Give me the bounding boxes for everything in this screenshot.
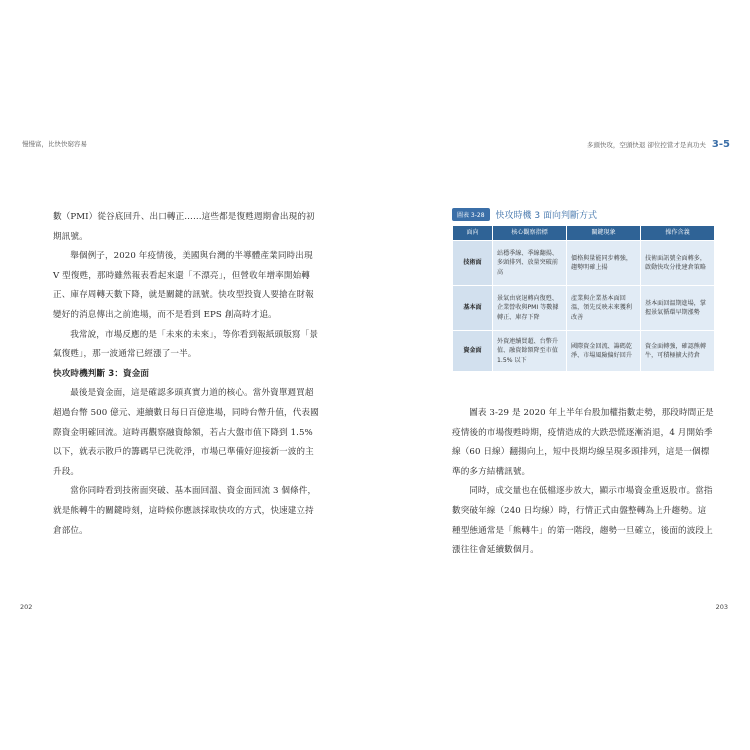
table-cell: 站穩季線、季線翻揚、多頭排列、放量突破前高 <box>493 241 567 286</box>
section-subheading: 快攻時機判斷 3：資金面 <box>53 368 150 379</box>
row-aspect: 資金面 <box>453 331 493 372</box>
table-cell: 產業與企業基本面回溫，領先反映未來獲利改善 <box>567 286 641 331</box>
table-cell: 技術面訊號全面轉多，啟動快攻分批建倉策略 <box>641 241 715 286</box>
chapter-number: 3-5 <box>711 139 730 150</box>
column-header: 面向 <box>453 226 493 241</box>
table-row <box>453 331 715 372</box>
left-paragraph-3: 我常說，市場反應的是「未來的未來」，等你看到報紙頭版寫「景氣復甦」，那一波通常已經漲了一半。 <box>53 329 319 360</box>
table-cell: 外資連續買超、台幣升值、融資餘額降至市值 1.5% 以下 <box>493 331 567 372</box>
column-header: 操作含義 <box>641 226 715 241</box>
running-header-right <box>587 139 730 150</box>
left-paragraph-5: 當你同時看到技術面突破、基本面回溫、資金面回流 3 個條件，就是熊轉牛的關鍵時刻，這時候你應該採取快攻的方式，快速建立持倉部位。 <box>53 486 317 536</box>
table-header-row <box>453 226 715 241</box>
table-title: 快攻時機 3 面向判斷方式 <box>495 211 597 221</box>
table-cell: 景氣由衰退轉向復甦、企業營收與PMI 等數據轉正、庫存下降 <box>493 286 567 331</box>
right-paragraph-2: 同時，成交量也在低檔逐步放大，顯示市場資金重返股市。當指數突破年線（240 日均線）時，行情正式由盤整轉為上升趨勢。這種型態通常是「熊轉牛」的第一階段，趨勢一旦確立，後面的波段上漲往往會延續數個月。 <box>452 486 713 556</box>
figure-tag: 圖表 3-28 <box>452 208 490 221</box>
table-caption <box>452 208 597 221</box>
table-cell: 國際資金回流、籌碼乾淨、市場風險偏好回升 <box>567 331 641 372</box>
right-page-body <box>452 404 714 561</box>
running-header-right-text: 多頭快攻，空頭快退 卻位控當才是真功夫 <box>586 141 706 149</box>
page-number-left: 202 <box>20 603 33 611</box>
table-cell: 價格與量能同步轉強，趨勢明確上揚 <box>567 241 641 286</box>
right-paragraph-1: 圖表 3-29 是 2020 年上半年台股加權指數走勢，那段時間正是疫情後的市場復甦時期，疫情造成的大跌恐慌逐漸消退，4 月開始季線（60 日線）翻揚向上，短中長期均線呈現多頭排列，這是一個標準的多方結構訊號。 <box>452 408 714 477</box>
row-aspect: 基本面 <box>453 286 493 331</box>
left-page-body <box>53 208 321 541</box>
column-header: 關鍵現象 <box>567 226 641 241</box>
column-header: 核心觀察指標 <box>493 226 567 241</box>
table-cell: 資金面轉強，確認熊轉牛，可積極擴大持倉 <box>641 331 715 372</box>
row-aspect: 技術面 <box>453 241 493 286</box>
left-paragraph-1: 數（PMI）從谷底回升、出口轉正……這些都是復甦週期會出現的初期訊號。 <box>53 212 315 242</box>
table-row <box>453 241 715 286</box>
left-paragraph-2: 舉個例子，2020 年疫情後，美國與台灣的半導體產業同時出現 V 型復甦，那時雖然報表看起來還「不漂亮」，但營收年增率開始轉正、庫存周轉天數下降，就是關鍵的訊號。快攻型投資人要搶在財報變好的消息傳出之前進場，而不是看到 EPS 創高時才追。 <box>53 251 314 320</box>
table-cell: 基本面回溫期進場，掌握景氣循環早期漲勢 <box>641 286 715 331</box>
page-number-right: 203 <box>715 603 728 611</box>
running-header-left: 慢慢富，比快快窮容易 <box>22 140 87 148</box>
judgment-table <box>452 225 715 372</box>
table-row <box>453 286 715 331</box>
left-paragraph-4: 最後是資金面，這是確認多頭真實力道的核心。當外資單週買超超過台幣 500 億元、連續數日每日百億進場，同時台幣升值，代表國際資金明確回流。這時再觀察融資餘額，若占大盤市值下降到 1.5% 以下，就表示散戶的籌碼早已洗乾淨，市場已準備好迎接新一波的主升段。 <box>53 388 319 477</box>
